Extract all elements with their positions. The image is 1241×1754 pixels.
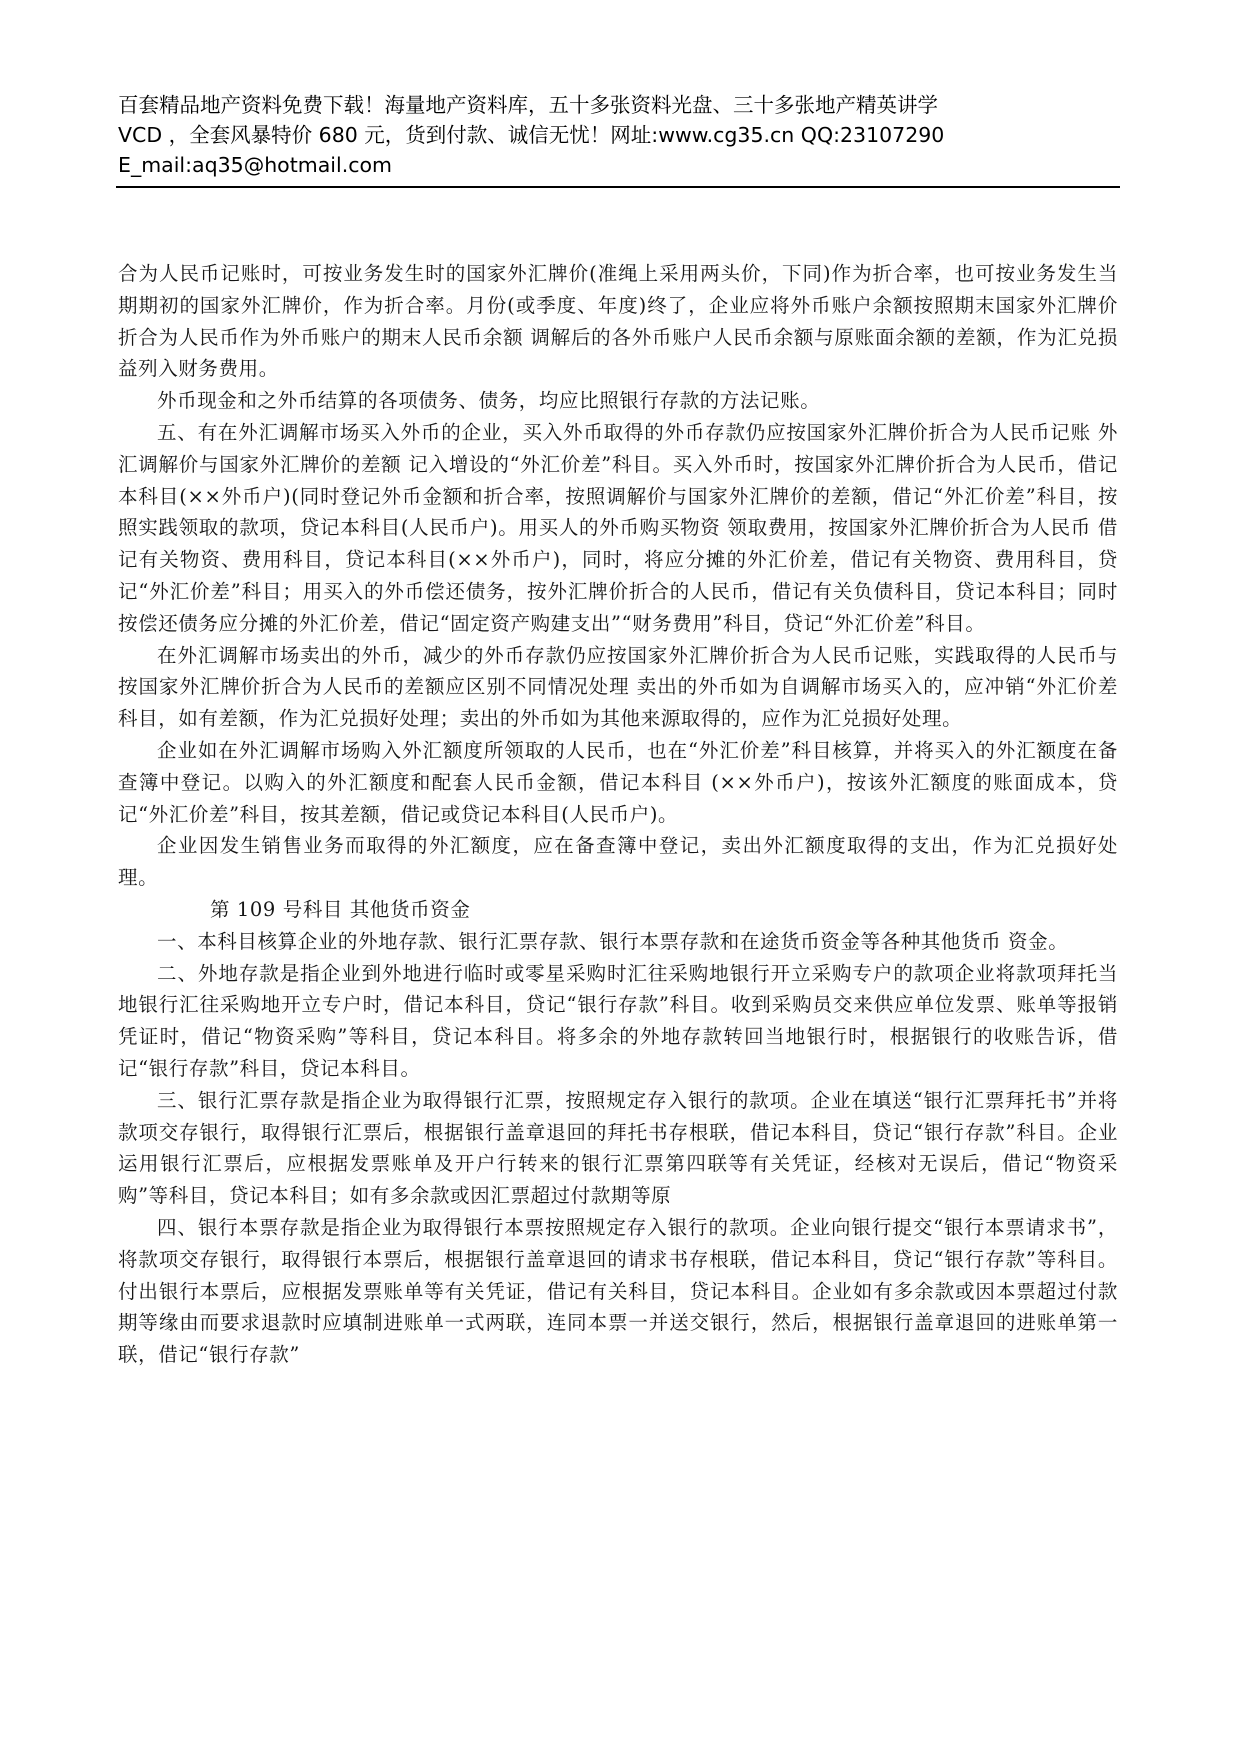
paragraph: 外币现金和之外币结算的各项债务、债务，均应比照银行存款的方法记账。 xyxy=(157,389,821,413)
header-line-3: E_mail:aq35@hotmail.com xyxy=(118,153,392,177)
paragraph: 五、有在外汇调解市场买入外币的企业，买入外币取得的外币存款仍应按国家外汇牌价折合为人民币记账 外汇调解价与国家外汇牌价的差额 记入增设的“外汇价差”科目。买入外币时，按国家外汇牌价折合为人民币，借记本科目(××外币户)(同时登记外币金额和折合率，按照调解价与国家外汇牌价的差额，借记“外汇价差”科目，按照实践领取的款项，贷记本科目(人民币户)。用买人的外币购买物资 领取费用，按国家外汇牌价折合为人民币 借记有关物资、费用科目，贷记本科目(××外币户)，同时，将应分摊的外汇价差，借记有关物资、费用科目，贷记“外汇价差”科目；用买入的外币偿还债务，按外汇牌价折合的人民币，借记有关负债科目，贷记本科目；同时按偿还债务应分摊的外汇价差，借记“固定资产购建支出”“财务费用”科目，贷记“外汇价差”科目。 xyxy=(118,420,1118,635)
paragraph: 四、银行本票存款是指企业为取得银行本票按照规定存入银行的款项。企业向银行提交“银行本票请求书”，将款项交存银行，取得银行本票后，根据银行盖章退回的请求书存根联，借记本科目，贷记“银行存款”等科目。付出银行本票后，应根据发票账单等有关凭证，借记有关科目，贷记本科目。企业如有多余款或因本票超过付款期等缘由而要求退款时应填制进账单一式两联，连同本票一并送交银行，然后，根据银行盖章退回的进账单第一联，借记“银行存款” xyxy=(118,1215,1118,1367)
header-line-2: VCD ，全套风暴特价 680 元，货到付款、诚信无忧！网址:www.cg35.cn QQ:23107290 xyxy=(118,123,945,147)
header-divider xyxy=(116,186,1120,188)
document-body xyxy=(118,258,1118,1371)
header-line-1: 百套精品地产资料免费下载！海量地产资料库，五十多张资料光盘、三十多张地产精英讲学 xyxy=(118,93,938,117)
paragraph: 一、本科目核算企业的外地存款、银行汇票存款、银行本票存款和在途货币资金等各种其他货币 资金。 xyxy=(157,929,1069,953)
paragraph: 二、外地存款是指企业到外地进行临时或零星采购时汇往采购地银行开立采购专户的款项企业将款项拜托当地银行汇往采购地开立专户时，借记本科目，贷记“银行存款”科目。收到采购员交来供应单位发票、账单等报销凭证时，借记“物资采购”等科目，贷记本科目。将多余的外地存款转回当地银行时，根据银行的收账告诉，借记“银行存款”科目，贷记本科目。 xyxy=(118,961,1118,1080)
paragraph: 在外汇调解市场卖出的外币，减少的外币存款仍应按国家外汇牌价折合为人民币记账，实践取得的人民币与按国家外汇牌价折合为人民币的差额应区别不同情况处理 卖出的外币如为自调解市场买入的，应冲销“外汇价差 科目，如有差额，作为汇兑损好处理；卖出的外币如为其他来源取得的，应作为汇兑损好处理。 xyxy=(118,643,1118,731)
paragraph: 三、银行汇票存款是指企业为取得银行汇票，按照规定存入银行的款项。企业在填送“银行汇票拜托书”并将款项交存银行，取得银行汇票后，根据银行盖章退回的拜托书存根联，借记本科目，贷记“银行存款”科目。企业运用银行汇票后，应根据发票账单及开户行转来的银行汇票第四联等有关凭证，经核对无误后，借记“物资采购”等科目，贷记本科目；如有多余款或因汇票超过付款期等原 xyxy=(118,1088,1118,1208)
paragraph: 企业因发生销售业务而取得的外汇额度，应在备查簿中登记，卖出外汇额度取得的支出，作为汇兑损好处理。 xyxy=(118,834,1118,890)
page-header xyxy=(118,90,1118,180)
paragraph: 合为人民币记账时，可按业务发生时的国家外汇牌价(准绳上采用两头价，下同)作为折合率，也可按业务发生当期期初的国家外汇牌价，作为折合率。月份(或季度、年度)终了，企业应将外币账户余额按照期末国家外汇牌价折合为人民币作为外币账户的期末人民币余额 调解后的各外币账户人民币余额与原账面余额的差额，作为汇兑损益列入财务费用。 xyxy=(118,262,1118,381)
paragraph: 企业如在外汇调解市场购入外汇额度所领取的人民币，也在“外汇价差”科目核算，并将买入的外汇额度在备查簿中登记。以购入的外汇额度和配套人民币金额，借记本科目 (××外币户)，按该外汇额度的账面成本，贷记“外汇价差”科目，按其差额，借记或贷记本科目(人民币户)。 xyxy=(118,738,1118,826)
section-heading: 第 109 号科目 其他货币资金 xyxy=(210,897,471,921)
